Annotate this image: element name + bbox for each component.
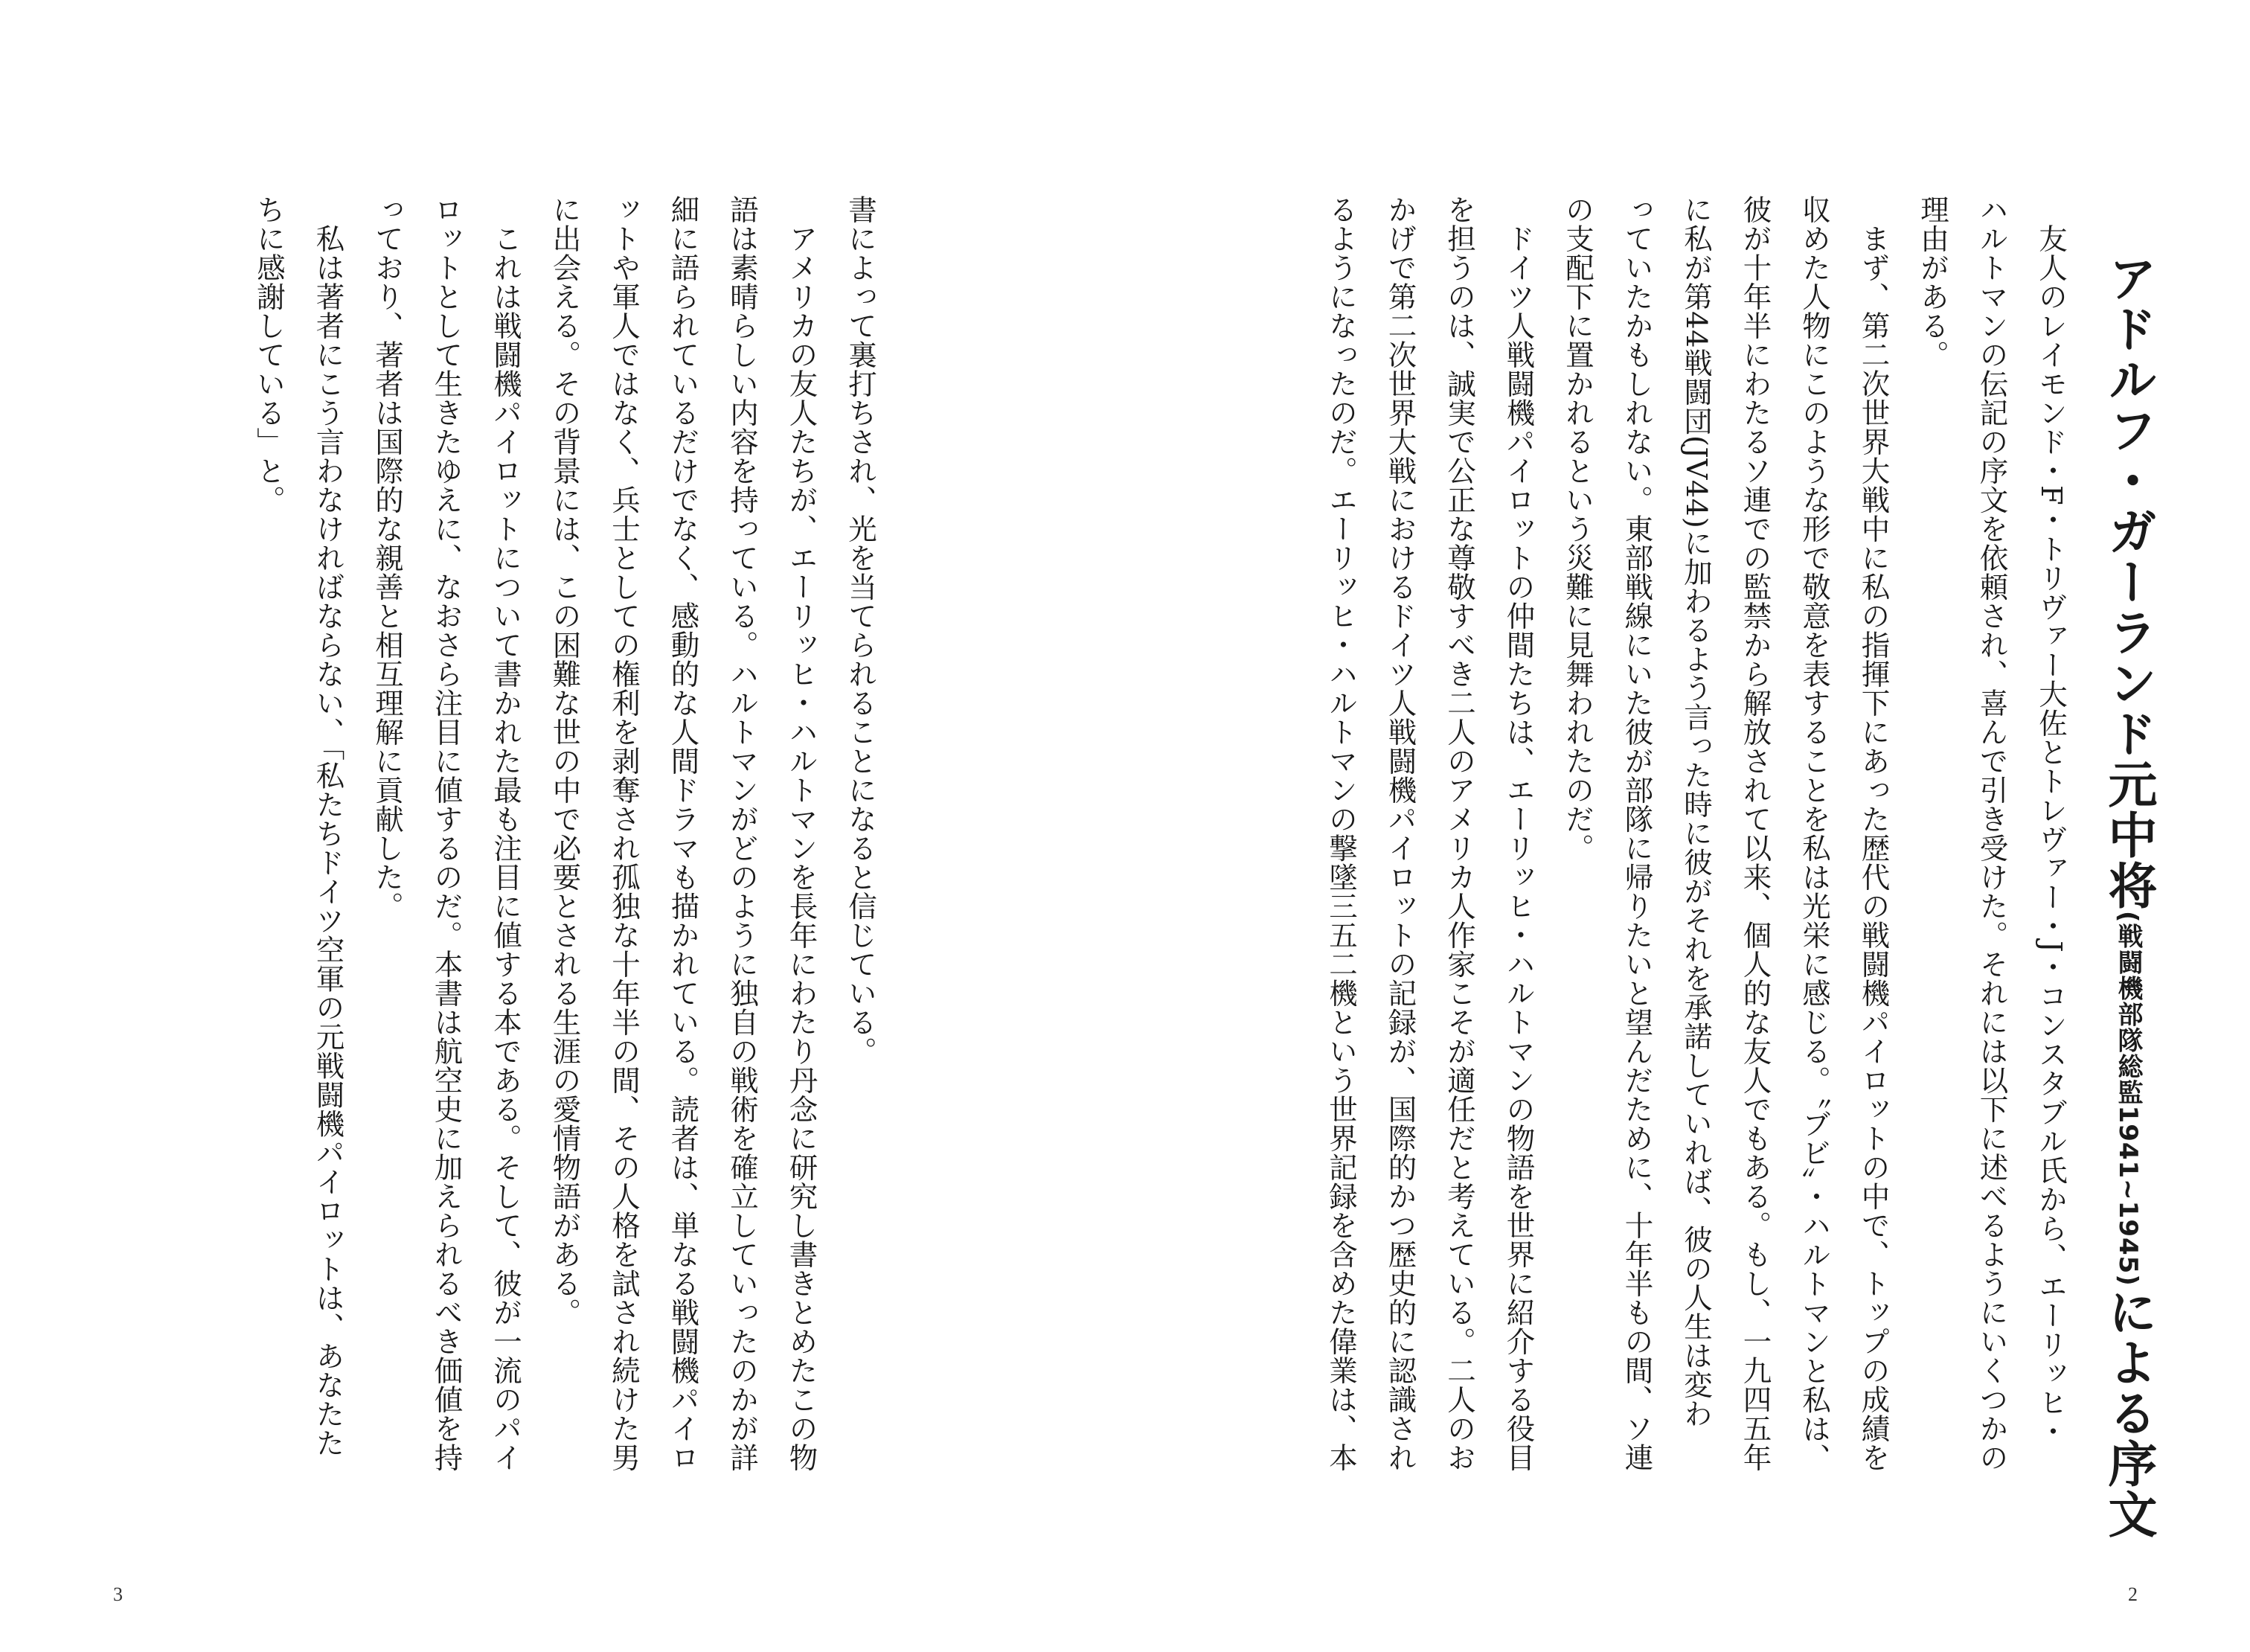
body-line: ちに感謝している」と。 bbox=[252, 195, 286, 514]
body-line: 理由がある。 bbox=[1916, 195, 1949, 369]
page-number: 2 bbox=[2128, 1584, 2138, 1605]
body-line: に私が第44戦闘団(JV44)に加わるよう言った時に彼がそれを承諾していれば、彼の人生は変わ bbox=[1679, 195, 1713, 1429]
body-line: 収めた人物にこのような形で敬意を表することを私は光栄に感じる。〝ブビ〟・ハルトマンと私は、 bbox=[1798, 195, 1831, 1473]
title-subtitle: (戦闘機部隊総監1941~1945) bbox=[2113, 911, 2143, 1287]
body-line: 友人のレイモンド・F・トリヴァー大佐とトレヴァー・J・コンスタブル氏から、エーリッヒ・ bbox=[2034, 223, 2068, 1446]
body-line: 細に語られているだけでなく、感動的な人間ドラマも描かれている。読者は、単なる戦闘機パイロ bbox=[666, 195, 700, 1472]
title-main: アドルフ・ガーランド元中将 bbox=[2100, 253, 2157, 911]
body-line: アメリカの友人たちが、エーリッヒ・ハルトマンを長年にわたり丹念に研究し書きとめたこの物 bbox=[784, 223, 818, 1472]
body-line: ットや軍人ではなく、兵士としての権利を剥奪され孤独な十年半の間、その人格を試され続けた男 bbox=[607, 195, 641, 1472]
body-line: 語は素晴らしい内容を持っている。ハルトマンがどのように独自の戦術を確立していったのかが詳 bbox=[725, 195, 759, 1472]
title-main-end: による序文 bbox=[2100, 1286, 2157, 1540]
body-line: ドイツ人戦闘機パイロットの仲間たちは、エーリッヒ・ハルトマンの物語を世界に紹介する役目 bbox=[1501, 223, 1536, 1472]
body-line: 私は著者にこう言わなければならない、「私たちドイツ空軍の元戦闘機パイロットは、あなたた bbox=[311, 223, 345, 1458]
body-line: かげで第二次世界大戦におけるドイツ人戦闘機パイロットの記録が、国際的かつ歴史的に認識され bbox=[1383, 195, 1417, 1472]
body-line: まず、第二次世界大戦中に私の指揮下にあった歴代の戦闘機パイロットの中で、トップの成績を bbox=[1856, 223, 1891, 1472]
body-line: っていたかもしれない。東部戦線にいた彼が部隊に帰りたいと望んだために、十年半もの間、ソ連 bbox=[1620, 195, 1654, 1472]
chapter-title bbox=[2093, 253, 2164, 1652]
body-line: っており、著者は国際的な親善と相互理解に貢献した。 bbox=[371, 195, 404, 921]
body-line: ハルトマンの伝記の序文を依頼され、喜んで引き受けた。それには以下に述べるようにいくつかの bbox=[1975, 195, 2009, 1472]
right-page bbox=[1125, 0, 2250, 1652]
body-line: これは戦闘機パイロットについて書かれた最も注目に値する本である。そして、彼が一流のパイ bbox=[489, 223, 522, 1472]
body-line: を担うのは、誠実で公正な尊敬すべき二人のアメリカ人作家こそが適任だと考えている。二人のお bbox=[1443, 195, 1476, 1472]
body-line: ロットとして生きたゆえに、なおさら注目に値するのだ。本書は航空史に加えられるべき価値を持 bbox=[429, 195, 464, 1472]
page-number: 3 bbox=[113, 1584, 123, 1605]
right-page-body bbox=[1312, 195, 2081, 1564]
left-page-body bbox=[240, 195, 891, 1564]
body-line: の支配下に置かれるという災難に見舞われたのだ。 bbox=[1561, 195, 1594, 862]
body-line: 書によって裏打ちされ、光を当てられることになると信じている。 bbox=[844, 195, 877, 1066]
body-line: 彼が十年半にわたるソ連での監禁から解放されて以来、個人的な友人でもある。もし、一九四五年 bbox=[1738, 195, 1772, 1472]
body-line: るようになったのだ。エーリッヒ・ハルトマンの撃墜三五二機という世界記録を含めた偉業は、本 bbox=[1324, 195, 1358, 1472]
body-line: に出会える。その背景には、この困難な世の中で必要とされる生涯の愛情物語がある。 bbox=[548, 195, 582, 1327]
